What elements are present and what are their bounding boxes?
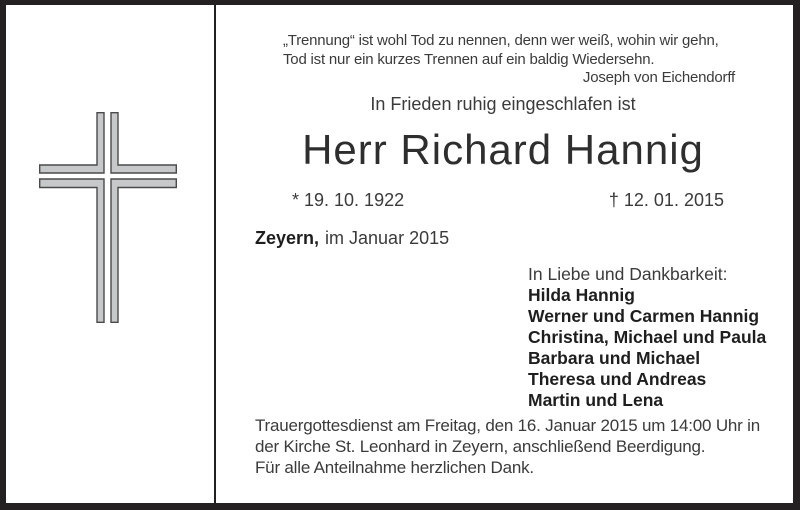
mourner-name: Martin und Lena [528, 390, 664, 410]
panel-divider [214, 5, 216, 503]
cross-icon [39, 112, 177, 323]
mourner-name: Christina, Michael und Paula [528, 327, 767, 347]
quote-line-2: Tod ist nur ein kurzes Trennen auf ein baldig Wiedersehn. [283, 50, 655, 68]
life-dates [292, 190, 724, 211]
birth-date: * 19. 10. 1922 [292, 190, 405, 210]
service-line-1: Trauergottesdienst am Freitag, den 16. Januar 2015 um 14:00 Uhr in [255, 416, 760, 435]
dateline-rest: im Januar 2015 [325, 228, 450, 248]
deceased-name: Herr Richard Hannig [302, 126, 704, 173]
service-info [255, 416, 760, 457]
dateline-city: Zeyern, [255, 228, 320, 248]
death-date: † 12. 01. 2015 [608, 190, 724, 210]
intro-line: In Frieden ruhig eingeschlafen ist [370, 94, 636, 114]
quote-attribution: Joseph von Eichendorff [582, 69, 735, 86]
mourner-name: Theresa und Andreas [528, 369, 707, 389]
mourner-name: Barbara und Michael [528, 348, 701, 368]
mourners-block [528, 264, 766, 411]
mourners-intro: In Liebe und Dankbarkeit: [528, 264, 728, 284]
thanks-line: Für alle Anteilnahme herzlichen Dank. [255, 458, 534, 477]
mourner-name: Werner und Carmen Hannig [528, 306, 760, 326]
mourner-name: Hilda Hannig [528, 285, 635, 305]
quote-block [283, 32, 735, 88]
service-line-2: der Kirche St. Leonhard in Zeyern, anschließend Beerdigung. [255, 436, 706, 456]
quote-line-1: „Trennung“ ist wohl Tod zu nennen, denn wer weiß, wohin wir gehn, [283, 32, 719, 49]
dateline [255, 228, 449, 249]
